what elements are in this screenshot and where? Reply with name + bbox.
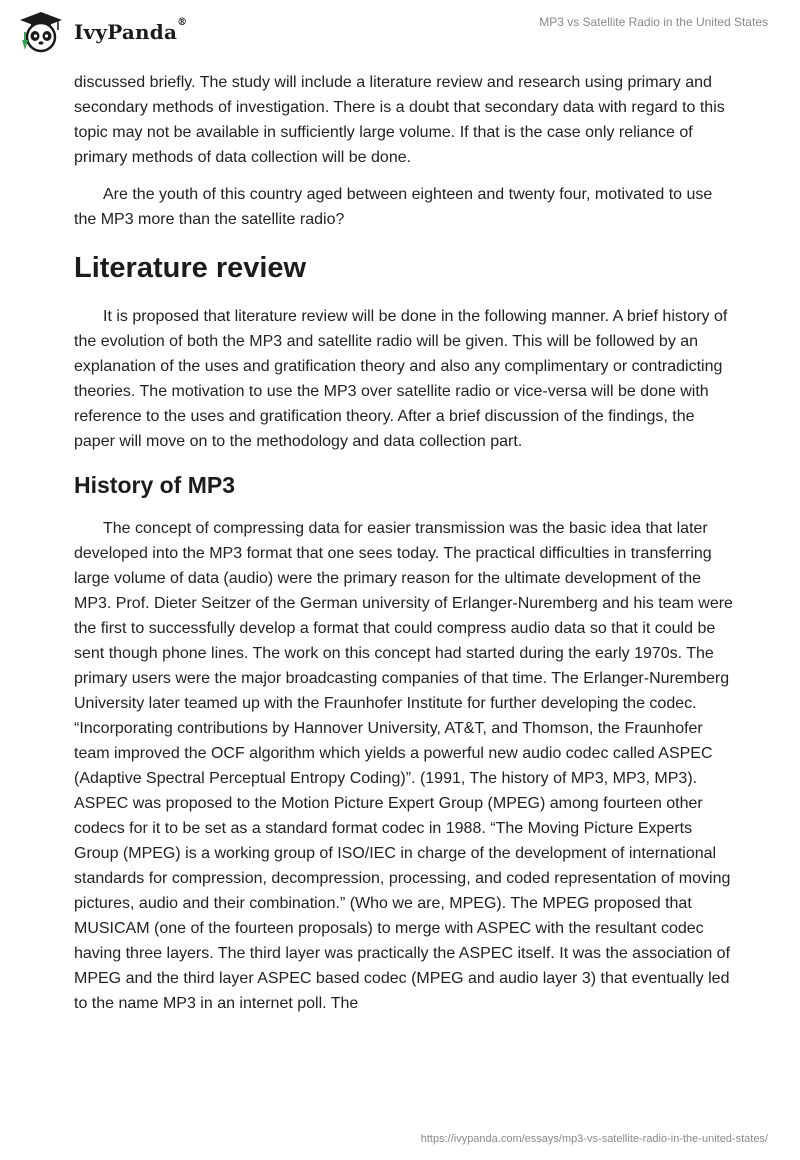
ivypanda-logo[interactable]: [16, 10, 187, 54]
paragraph-continuation: discussed briefly. The study will include a literature review and research using primary and secondary methods of investigation. There is a doubt that secondary data with regard to this topic may not be available in sufficiently large volume. If that is the case only reliance of primary methods of data collection will be done.: [74, 74, 725, 166]
panda-logo-icon: [16, 10, 66, 54]
heading-history-of-mp3: History of MP3: [74, 472, 236, 498]
paragraph-literature-review: It is proposed that literature review will be done in the following manner. A brief history of the evolution of both the MP3 and satellite radio will be given. This will be followed by an explanation of the uses and gratification theory and also any complimentary or contradicting theories. The motivation to use the MP3 over satellite radio or vice-versa will be done with reference to the uses and gratification theory. After a brief discussion of the findings, the paper will move on to the methodology and data collection part.: [74, 308, 728, 450]
paragraph-history-of-mp3: The concept of compressing data for easier transmission was the basic idea that later developed into the MP3 format that one sees today. The practical difficulties in transferring large volume of data (audio) were the primary reason for the ultimate development of the MP3. Prof. Dieter Seitzer of the German university of Erlanger-Nuremberg and his team were the first to successfully develop a format that could compress audio data so that it could be sent though phone lines. The work on this concept had started during the early 1970s. The primary users were the major broadcasting companies of that time. The Erlanger-Nuremberg University later teamed up with the Fraunhofer Institute for further developing the codec. “Incorporating contributions by Hannover University, AT&T, and Thomson, the Fraunhofer team improved the OCF algorithm which yields a powerful new audio codec called ASPEC (Adaptive Spectral Perceptual Entropy Coding)”. (1991, The history of MP3, MP3, MP3). ASPEC was proposed to the Motion Picture Expert Group (MPEG) among fourteen other codecs for it to be set as a standard format codec in 1988. “The Moving Picture Experts Group (MPEG) is a working group of ISO/IEC in charge of the development of international standards for compression, decompression, processing, and coded representation of moving pictures, audio and their combination.” (Who we are, MPEG). The MPEG proposed that MUSICAM (one of the fourteen proposals) to merge with ASPEC with the resultant codec having three layers. The third layer was practically the ASPEC itself. It was the association of MPEG and the third layer ASPEC based codec (MPEG and audio layer 3) that eventually led to the name MP3 in an internet poll. The: [74, 520, 733, 1012]
source-url[interactable]: https://ivypanda.com/essays/mp3-vs-satellite-radio-in-the-united-states/: [420, 1133, 768, 1145]
document-title: MP3 vs Satellite Radio in the United States: [539, 15, 768, 29]
research-question: Are the youth of this country aged between eighteen and twenty four, motivated to use the MP3 more than the satellite radio?: [74, 186, 713, 228]
page-header: [0, 0, 800, 64]
heading-literature-review: Literature review: [74, 252, 307, 284]
brand-name: [74, 17, 188, 44]
essay-content: [74, 70, 734, 1028]
brand-text: IvyPanda: [74, 20, 178, 44]
registered-mark: ®: [177, 17, 188, 28]
